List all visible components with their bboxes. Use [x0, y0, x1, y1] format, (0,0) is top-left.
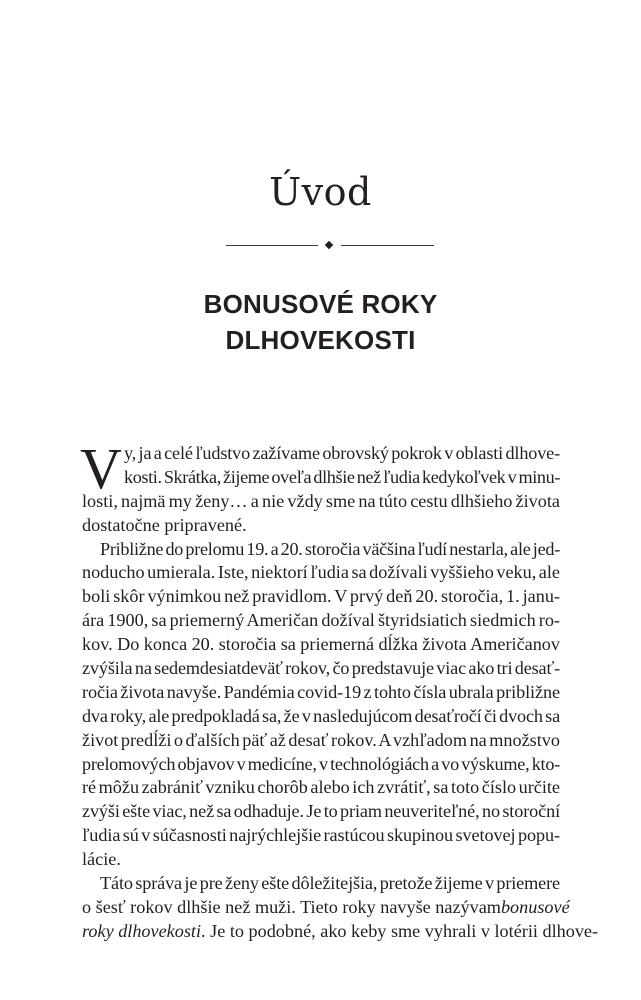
text-line: ročia života navyše. Pandémia covid-19 z tohto čísla ubrala približne: [82, 681, 560, 702]
subtitle-line-1: BONUSOVÉ ROKY: [203, 289, 438, 319]
text-line: kov. Do konca 20. storočia sa priemerná dĺžka života Američanov: [82, 634, 560, 655]
text-line: losti, najmä my ženy… a nie vždy sme na túto cestu dlhšieho života: [82, 490, 560, 511]
divider-rule-right: [341, 245, 434, 246]
text-line-rest: . Je to podobné, ako keby sme vyhrali v lotérii dlhove-: [201, 920, 599, 941]
text-line: [82, 920, 599, 944]
subtitle-line-2: DLHOVEKOSTI: [225, 325, 416, 355]
body-text: [80, 436, 599, 944]
text-line: [82, 896, 570, 920]
text-line: boli skôr výnimkou než pravidlom. V prvý deň 20. storočia, 1. janu-: [82, 586, 560, 607]
text-line: ré môžu zabrániť vzniku chorôb alebo ich zvrátiť, sa toto číslo určite: [82, 777, 560, 798]
text-line: ľudia sú v súčasnosti najrýchlejšie rastúcou skupinou svetovej popu-: [82, 825, 560, 846]
text-line-plain: o šesť rokov dlhšie než muži. Tieto roky navyše nazývam: [82, 896, 501, 917]
text-line: ára 1900, sa priemerný Američan dožíval štyridsiatich siedmich ro-: [82, 610, 560, 631]
text-line: dva roky, ale predpokladá sa, že v nasledujúcom desaťročí či dvoch sa: [82, 705, 560, 726]
text-line: lácie.: [82, 849, 121, 870]
diamond-icon: [325, 241, 333, 249]
text-line: zvýšila na sedemdesiatdeväť rokov, čo predstavuje viac ako tri desať-: [82, 658, 560, 679]
paragraph-1: [80, 436, 560, 538]
divider-rule-left: [226, 245, 318, 246]
text-line: kosti. Skrátka, žijeme oveľa dlhšie než ľudia kedykoľvek v minu-: [124, 466, 560, 487]
text-line: zvýši ešte viac, než sa odhaduje. Je to priam neuveriteľné, no storoční: [82, 801, 560, 822]
text-line: Táto správa je pre ženy ešte dôležitejšia, pretože žijeme v priemere: [100, 873, 560, 894]
emphasis-roky-dlhovekosti: roky dlhovekosti: [82, 920, 202, 941]
drop-cap: V: [80, 436, 122, 501]
text-line: prelomových objavov v medicíne, v technológiách a vo výskume, kto-: [82, 753, 560, 774]
text-line: noducho umierala. Iste, niektorí ľudia sa dožívali vyššieho veku, ale: [82, 562, 560, 583]
paragraph-3: [82, 872, 599, 944]
paragraph-2: [82, 538, 560, 872]
chapter-title: Úvod: [269, 170, 372, 214]
chapter-subtitle: [0, 286, 641, 358]
text-line: Približne do prelomu 19. a 20. storočia väčšina ľudí nestarla, ale jed-: [100, 538, 560, 559]
text-line: y, ja a celé ľudstvo zažívame obrovský pokrok v oblasti dlhove-: [124, 443, 560, 463]
ornament-divider: [226, 240, 434, 252]
text-line: dostatočne pripravené.: [82, 514, 247, 535]
text-line: život predĺži o ďalších päť až desať rokov. A vzhľadom na množstvo: [82, 729, 560, 750]
emphasis-bonusove: bonusové: [500, 896, 570, 917]
